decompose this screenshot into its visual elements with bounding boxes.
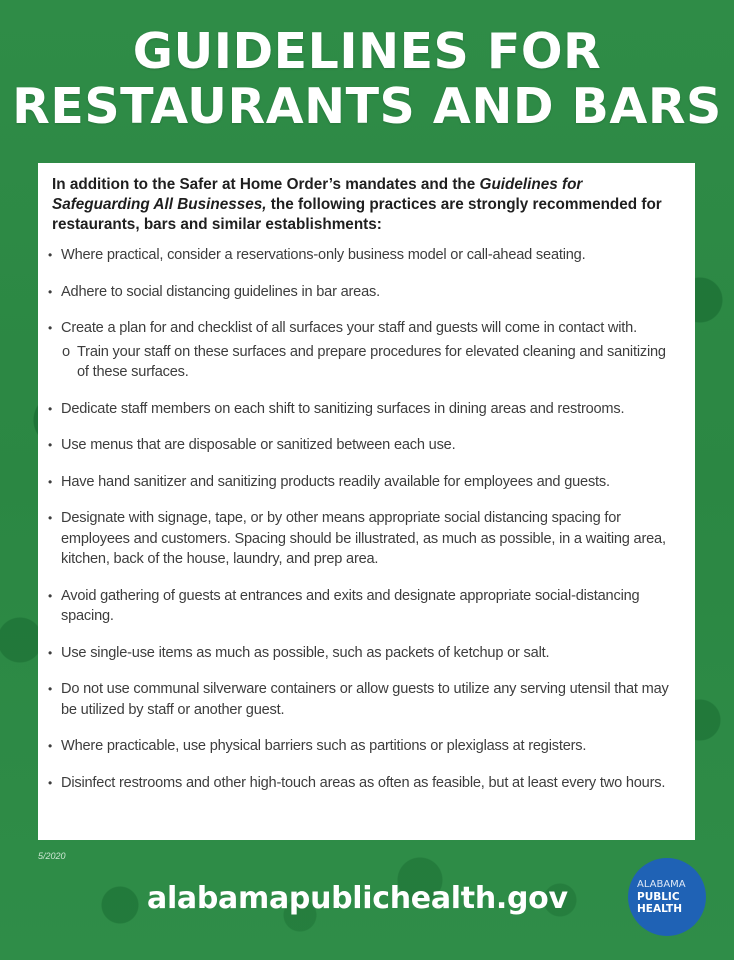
list-item xyxy=(48,508,681,570)
list-item xyxy=(48,435,681,456)
guidelines-list xyxy=(48,245,681,793)
list-item xyxy=(48,472,681,493)
guidelines-panel xyxy=(38,163,695,840)
list-item-text: Where practical, consider a reservations-only business model or call-ahead seating. xyxy=(61,247,586,263)
bullet-icon: • xyxy=(48,588,53,603)
publication-date: 5/2020 xyxy=(38,851,66,861)
logo-line-1: ALABAMA xyxy=(637,879,686,890)
intro-text-start: In addition to the Safer at Home Order’s mandates and the xyxy=(52,176,480,193)
list-item-text: Use single-use items as much as possible, such as packets of ketchup or salt. xyxy=(61,644,550,661)
bullet-icon: • xyxy=(48,321,53,335)
list-item xyxy=(48,399,681,420)
list-item-text: Create a plan for and checklist of all surfaces your staff and guests will come in contact with. xyxy=(61,320,637,336)
bullet-icon: • xyxy=(48,401,53,416)
website-link[interactable]: alabamapublichealth.gov xyxy=(147,881,568,916)
list-item-text: Use menus that are disposable or sanitized between each use. xyxy=(61,437,456,453)
list-item xyxy=(48,643,681,664)
bullet-icon: • xyxy=(48,775,53,790)
sub-list-item xyxy=(61,342,681,383)
logo-line-3: HEALTH xyxy=(637,903,682,915)
logo-line-2: PUBLIC xyxy=(637,891,680,903)
sub-list-item-text: Train your staff on these surfaces and prepare procedures for elevated cleaning and sanitizing of these surfaces. xyxy=(77,343,666,380)
list-item xyxy=(48,736,681,757)
list-item xyxy=(48,282,681,303)
list-item xyxy=(48,245,681,266)
list-item-text: Disinfect restrooms and other high-touch areas as often as feasible, but at least every two hours. xyxy=(61,774,666,791)
bullet-icon: • xyxy=(48,248,53,262)
alabama-public-health-logo xyxy=(628,858,706,936)
bullet-icon: • xyxy=(48,284,53,299)
list-item-text: Avoid gathering of guests at entrances and exits and designate appropriate social-distancing spacing. xyxy=(61,587,640,624)
list-item xyxy=(48,318,681,383)
list-item xyxy=(48,773,681,794)
intro-italic-reference: Guidelines for Safeguarding All Businesses, xyxy=(52,176,583,213)
list-item-text: Do not use communal silverware containers or allow guests to utilize any serving utensil that may be utilized by staff or another guest. xyxy=(61,681,669,718)
list-item-text: Designate with signage, tape, or by other means appropriate social distancing spacing for employees and customers. Spacing should be illustrated, as much as possible, in a waiting area, kitchen, back of the house, laundry, and prep area. xyxy=(61,510,666,567)
title-line-2: RESTAURANTS AND BARS xyxy=(12,78,722,135)
list-item-text: Adhere to social distancing guidelines in bar areas. xyxy=(61,283,380,300)
list-item-text: Have hand sanitizer and sanitizing products readily available for employees and guests. xyxy=(61,473,610,490)
list-item xyxy=(48,586,681,627)
bullet-icon: • xyxy=(48,739,53,753)
bullet-icon: • xyxy=(48,682,53,696)
bullet-icon: • xyxy=(48,645,53,660)
bullet-icon: • xyxy=(48,511,53,525)
list-item-text: Dedicate staff members on each shift to sanitizing surfaces in dining areas and restrooms. xyxy=(61,400,625,417)
bullet-icon: • xyxy=(48,438,53,452)
intro-text-end: the following practices are strongly recommended for restaurants, bars and similar establishments: xyxy=(52,196,662,233)
sub-bullet-icon: o xyxy=(62,343,70,360)
title-line-1: GUIDELINES FOR xyxy=(132,23,602,80)
list-item xyxy=(48,679,681,720)
list-item-text: Where practicable, use physical barriers such as partitions or plexiglass at registers. xyxy=(61,738,587,754)
page-title xyxy=(0,24,734,134)
intro-paragraph xyxy=(52,175,681,235)
bullet-icon: • xyxy=(48,474,53,489)
